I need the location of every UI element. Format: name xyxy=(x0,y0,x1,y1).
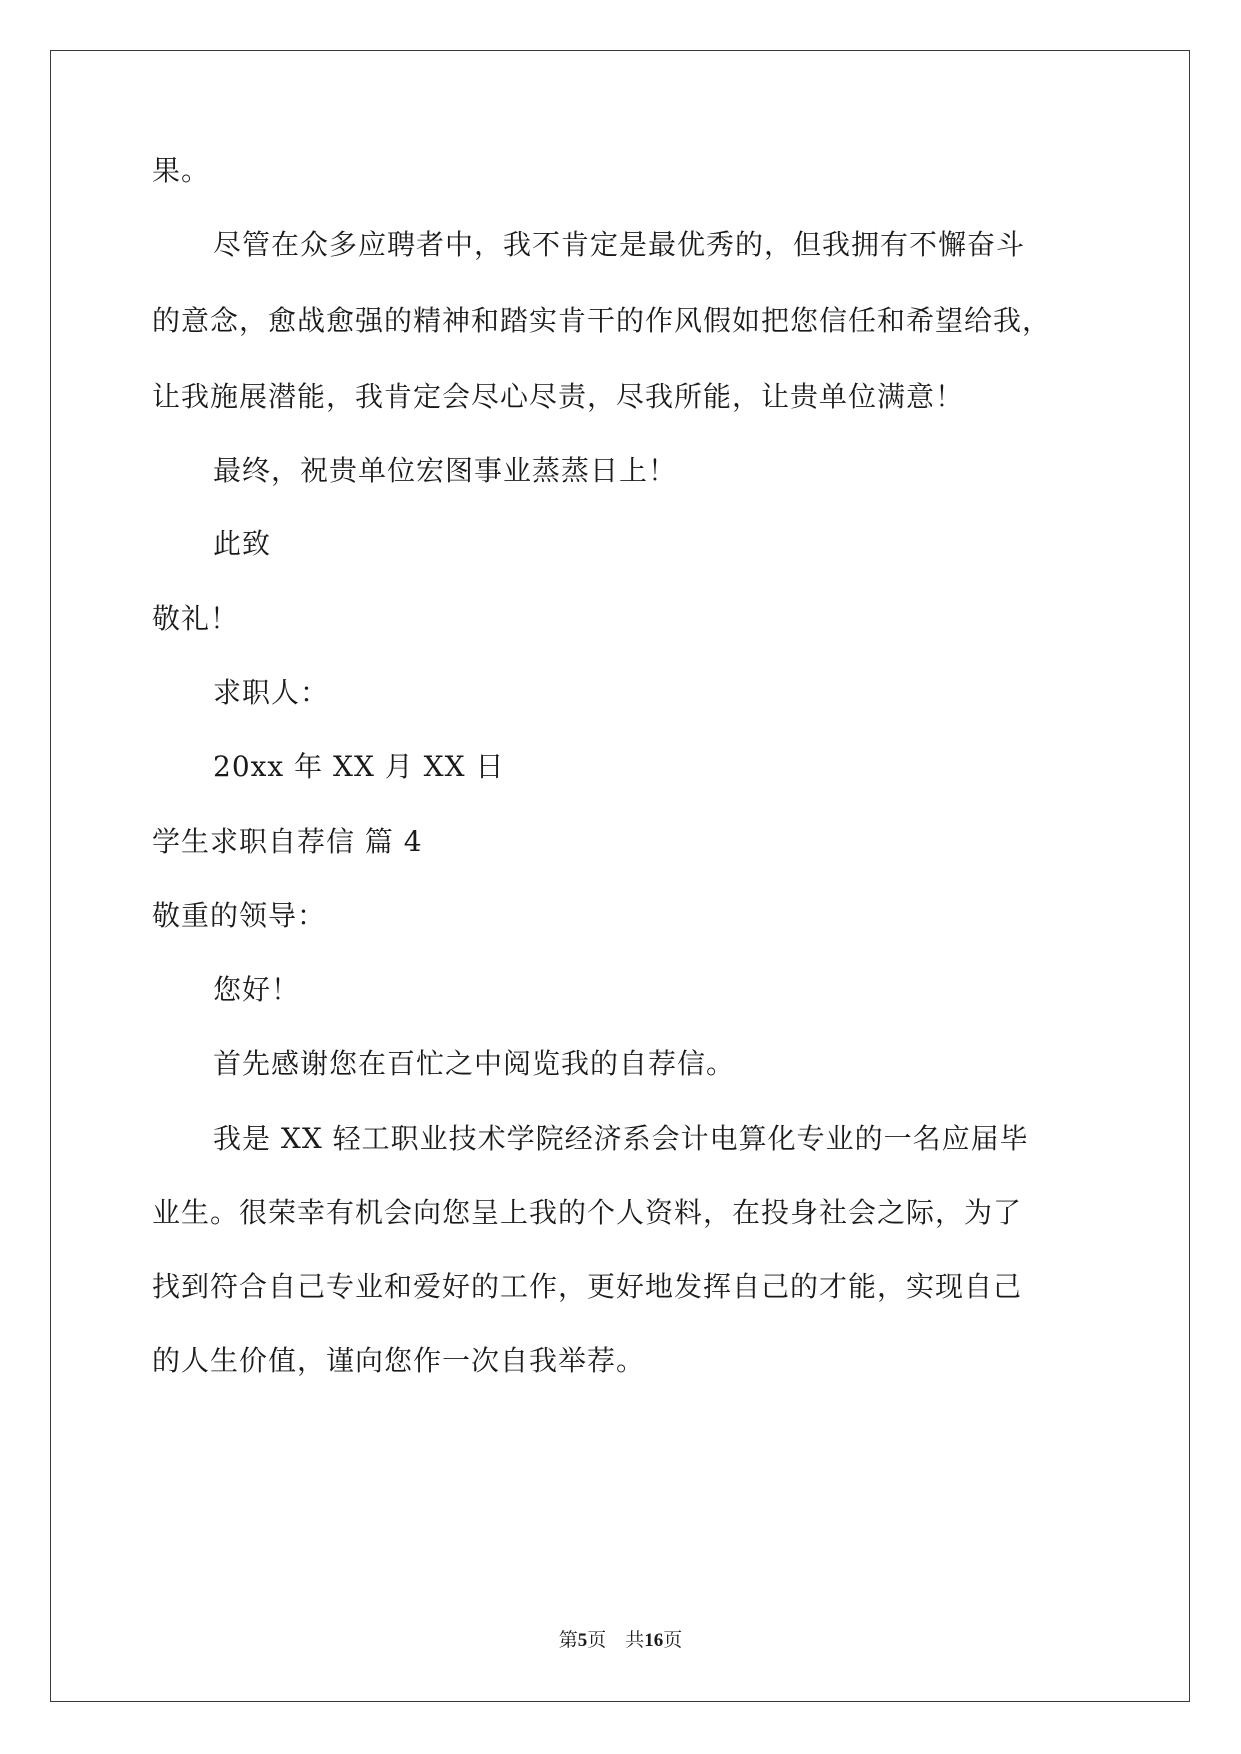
text-line: 最终，祝贵单位宏图事业蒸蒸日上！ xyxy=(213,454,678,487)
text-line: 尽管在众多应聘者中，我不肯定是最优秀的，但我拥有不懈奋斗 xyxy=(213,228,1026,261)
text-line: 20xx 年 XX 月 XX 日 xyxy=(213,750,505,783)
page-border xyxy=(50,50,1190,1702)
total-page-number: 16 xyxy=(644,1630,664,1651)
text-line: 找到符合自己专业和爱好的工作，更好地发挥自己的才能，实现自己 xyxy=(152,1270,1023,1303)
section-heading: 学生求职自荐信 篇 4 xyxy=(152,825,423,858)
text-line: 的意念，愈战愈强的精神和踏实肯干的作风假如把您信任和希望给我， xyxy=(152,304,1052,337)
text-line: 我是 XX 轻工职业技术学院经济系会计电算化专业的一名应届毕 xyxy=(213,1122,1029,1155)
text-line: 首先感谢您在百忙之中阅览我的自荐信。 xyxy=(213,1047,736,1080)
text-line: 让我施展潜能，我肯定会尽心尽责，尽我所能，让贵单位满意！ xyxy=(152,380,965,413)
page-footer xyxy=(0,1628,1241,1653)
text-line: 此致 xyxy=(213,527,272,560)
text-line: 的人生价值，谨向您作一次自我举荐。 xyxy=(152,1344,646,1377)
current-page-number: 5 xyxy=(577,1630,588,1651)
footer-mid: 页 共 xyxy=(587,1629,645,1651)
salutation: 敬重的领导： xyxy=(152,899,327,932)
text-line: 敬礼！ xyxy=(152,602,240,635)
text-line: 业生。很荣幸有机会向您呈上我的个人资料，在投身社会之际，为了 xyxy=(152,1196,1023,1229)
text-line: 果。 xyxy=(152,154,211,187)
footer-suffix: 页 xyxy=(663,1629,683,1651)
text-line: 您好！ xyxy=(213,973,301,1006)
footer-prefix: 第 xyxy=(558,1629,578,1651)
text-line: 求职人： xyxy=(213,676,330,709)
